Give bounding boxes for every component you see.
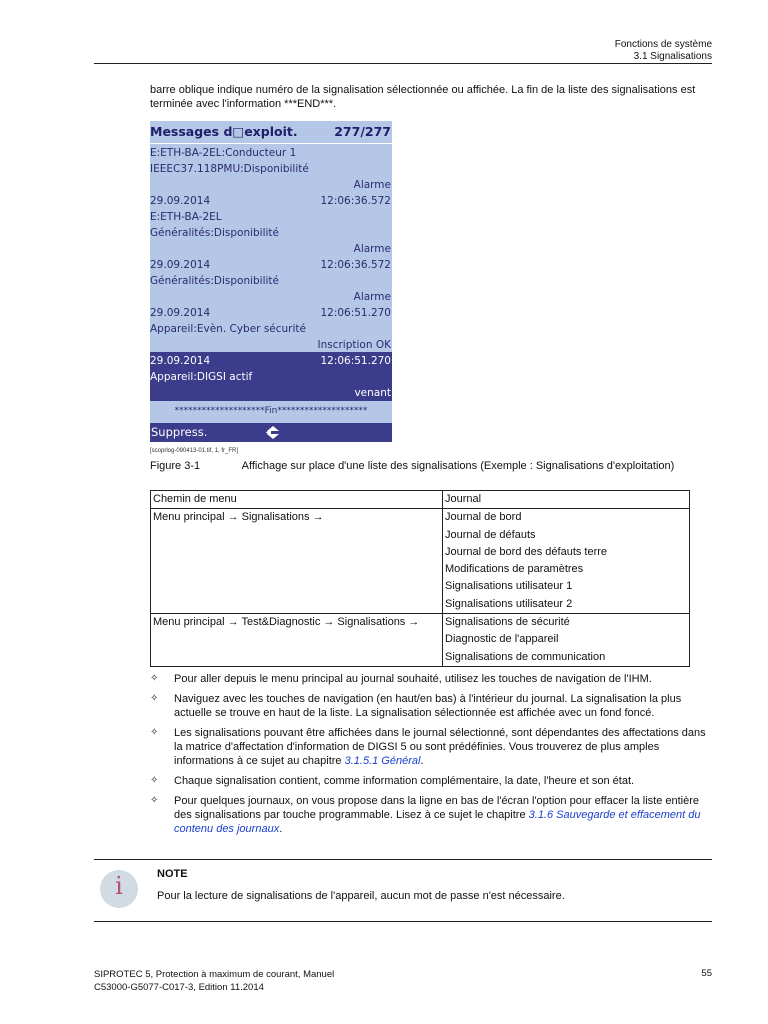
table-cell-path: Menu principal → Signalisations →	[151, 509, 443, 614]
instruction-list	[150, 672, 716, 842]
softkey-suppress: Suppress.	[151, 425, 208, 439]
figure-number: Figure 3-1	[150, 460, 201, 472]
lcd-selected-line: 29.09.2014 12:06:51.270	[150, 355, 391, 367]
footer-title: SIPROTEC 5, Protection à maximum de courant, Manuel	[94, 969, 335, 980]
lcd-separator	[150, 143, 392, 144]
lcd-message-line: Alarme	[353, 179, 391, 191]
header-chapter: Fonctions de système	[614, 39, 712, 50]
footer-info	[94, 968, 334, 994]
note-title: NOTE	[157, 868, 188, 880]
lcd-message-line: Alarme	[353, 291, 391, 303]
table-header-journal: Journal	[443, 491, 690, 509]
lcd-message-line: IEEEC37.118PMU:Disponibilité	[150, 163, 309, 175]
table-cell-path: Menu principal → Test&Diagnostic → Signalisations →	[151, 614, 443, 667]
note-top-rule	[94, 859, 712, 860]
lcd-selected-line: venant	[354, 387, 391, 399]
figure-caption-text: Affichage sur place d'une liste des signalisations (Exemple : Signalisations d'exploitation)	[241, 460, 675, 472]
lcd-message-line: E:ETH-BA-2EL:Conducteur 1	[150, 147, 297, 159]
lcd-message-line: Généralités:Disponibilité	[150, 275, 280, 287]
lcd-message-line: 29.09.2014 12:06:36.572	[150, 259, 391, 271]
footer-doc-id: C53000-G5077-C017-3, Edition 11.2014	[94, 982, 264, 993]
lcd-message-line: Inscription OK	[317, 339, 391, 351]
header-rule	[94, 63, 712, 64]
page-number: 55	[701, 968, 712, 979]
figure-source-tag: [scoprlog-090413-01.tif, 1, fr_FR]	[150, 448, 239, 454]
navigation-arrows-icon	[266, 426, 280, 439]
lcd-end-line	[150, 403, 392, 419]
lcd-message-line: E:ETH-BA-2EL	[150, 211, 222, 223]
lcd-message-line: Appareil:Evèn. Cyber sécurité	[150, 323, 306, 335]
list-item: ✧ Les signalisations pouvant être affichées dans le journal sélectionné, sont dépendantes des affectations dans la matrice d'affectation d'information de DIGSI 5 ou sont prédéfinies. Vous trouverez de plus amples informations à ce sujet au chapitre 3.1.5.1 Général.	[150, 727, 706, 767]
bullet-diamond-icon: ✧	[150, 693, 159, 704]
lcd-message-line: Généralités:Disponibilité	[150, 227, 280, 239]
list-item: ✧ Chaque signalisation contient, comme information complémentaire, la date, l'heure et son état.	[150, 775, 635, 787]
figure-caption	[150, 460, 674, 472]
table-row	[151, 614, 690, 667]
info-icon: i	[100, 870, 138, 908]
lcd-end-text: ********************Fin********************	[174, 406, 368, 416]
lcd-selected-line: Appareil:DIGSI actif	[150, 371, 253, 383]
note-text: Pour la lecture de signalisations de l'appareil, aucun mot de passe n'est nécessaire.	[157, 890, 565, 902]
lcd-title-bar	[150, 121, 392, 143]
bullet-diamond-icon: ✧	[150, 727, 159, 738]
bullet-diamond-icon: ✧	[150, 673, 159, 684]
list-item: ✧ Pour aller depuis le menu principal au journal souhaité, utilisez les touches de navigation de l'IHM.	[150, 673, 652, 685]
table-header-path: Chemin de menu	[151, 491, 443, 509]
list-item: ✧ Naviguez avec les touches de navigation (en haut/en bas) à l'intérieur du journal. La signalisation la plus actuelle se trouve en haut de la liste. La signalisation sélectionnée est affichée avec un fond foncé.	[150, 693, 682, 719]
lcd-title: Messages d□exploit.	[150, 124, 298, 139]
table-cell-journals: Signalisations de sécurité Diagnostic de l'appareil Signalisations de communication	[443, 614, 690, 667]
lcd-softkey-bar	[150, 423, 392, 442]
link-chapter-3-1-6[interactable]: 3.1.6 Sauvegarde et effacement du contenu des journaux	[174, 809, 701, 835]
lcd-counter: 277/277	[334, 124, 391, 139]
note-bottom-rule	[94, 921, 712, 922]
bullet-diamond-icon: ✧	[150, 775, 159, 786]
lcd-message-line: 29.09.2014 12:06:51.270	[150, 307, 391, 319]
running-header	[615, 39, 712, 63]
menu-path-table	[150, 490, 690, 667]
link-chapter-3-1-5-1[interactable]: 3.1.5.1 Général	[344, 755, 421, 767]
list-item: ✧ Pour quelques journaux, on vous propose dans la ligne en bas de l'écran l'option pour effacer la liste entière des signalisations par touche programmable. Lisez à ce sujet le chapitre 3.1.6 Sauvegarde et effacement du contenu des journaux.	[150, 795, 701, 835]
bullet-diamond-icon: ✧	[150, 795, 159, 806]
table-row	[151, 509, 690, 614]
table-header-row	[151, 491, 690, 509]
header-section: 3.1 Signalisations	[633, 51, 712, 62]
lcd-display	[150, 121, 392, 442]
lcd-message-line: Alarme	[353, 243, 391, 255]
lcd-message-line: 29.09.2014 12:06:36.572	[150, 195, 391, 207]
table-cell-journals: Journal de bord Journal de défauts Journal de bord des défauts terre Modifications de paramètres Signalisations utilisateur 1 Signalisations utilisateur 2	[443, 509, 690, 614]
intro-paragraph: barre oblique indique numéro de la signalisation sélectionnée ou affichée. La fin de la liste des signalisations est terminée avec l'information ***END***.	[150, 84, 696, 110]
